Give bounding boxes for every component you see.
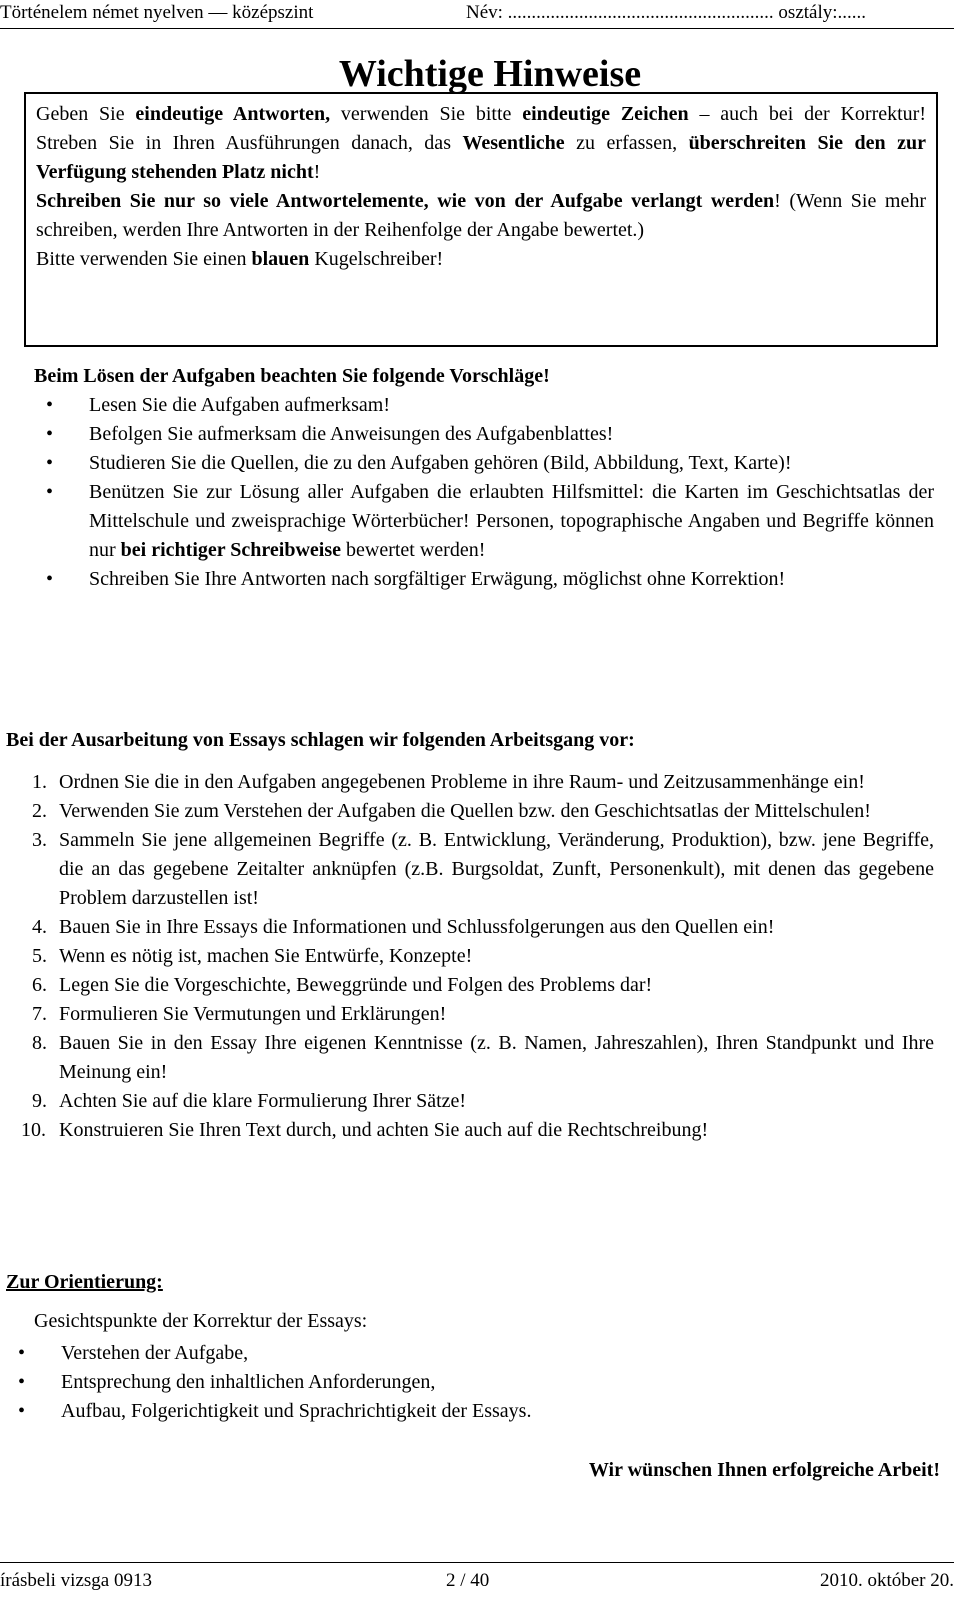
list-item: • Studieren Sie die Quellen, die zu den Aufgaben gehören (Bild, Abbildung, Text, Karte)! [34,449,934,478]
orientation-list [6,1339,531,1426]
essay-step-text: Formulieren Sie Vermutungen und Erklärungen! [59,1003,447,1025]
orientation-section [34,1307,531,1426]
header-divider [0,28,954,29]
essay-heading: Bei der Ausarbeitung von Essays schlagen wir folgenden Arbeitsgang vor: [6,729,635,751]
essay-step [6,826,934,913]
orientation-intro: Gesichtspunkte der Korrektur der Essays: [34,1310,368,1332]
essay-step-number: 1. [32,771,47,793]
list-item: • Entsprechung den inhaltlichen Anforderungen, [6,1368,531,1397]
notice-text: Bitte verwenden Sie einen [36,248,252,270]
essay-step [6,913,934,942]
notice-text: Kugelschreiber! [309,248,444,270]
notice-bold: blauen [251,248,310,270]
orientation-heading: Zur Orientierung: [6,1271,163,1293]
essay-step-text: Bauen Sie in den Essay Ihre eigenen Kenntnisse (z. B. Namen, Jahreszahlen), Ihren Standpunkt und Ihre Meinung ein! [59,1032,934,1083]
page-title: Wichtige Hinweise [338,53,642,95]
tips-list [34,391,934,594]
tip-bold: bei richtiger Schreibweise [120,539,342,561]
essay-step-number: 5. [32,945,47,967]
tips-heading: Beim Lösen der Aufgaben beachten Sie folgende Vorschläge! [34,365,550,387]
footer-divider [0,1562,954,1563]
notice-text: zu erfassen, [564,132,689,154]
notice-paragraph-2 [36,129,926,187]
page-header [0,0,954,26]
notice-box [24,92,938,347]
essay-step [6,1087,934,1116]
footer-exam-code: írásbeli vizsga 0913 [0,1570,152,1591]
notice-text: verwenden Sie bitte [330,103,523,125]
tip-text: bewertet werden! [341,539,486,561]
notice-text: ! (Wenn Sie mehr schreiben, werden Ihre Antworten in der Reihenfolge der Angabe bewertet.) [36,190,927,241]
essay-step [6,942,934,971]
notice-bold: eindeutige Antworten, [135,103,331,125]
notice-text: Streben Sie in Ihren Ausführungen danach, das [36,132,463,154]
essay-step-number: 8. [32,1032,47,1054]
notice-text: ! [313,161,321,183]
header-name-class-field: Név: ........................................................ osztály:...... [466,2,867,23]
list-item: • Verstehen der Aufgabe, [6,1339,531,1368]
essay-step-text: Legen Sie die Vorgeschichte, Beweggründe und Folgen des Problems dar! [59,974,653,996]
list-item [34,478,934,565]
notice-text: – auch bei der Korrektur! [688,103,926,125]
notice-bold: überschreiten Sie den zur Verfügung stehenden Platz nicht [36,132,926,183]
tips-section [34,362,934,594]
notice-paragraph-1 [36,100,926,129]
essay-step-text: Sammeln Sie jene allgemeinen Begriffe (z. B. Entwicklung, Veränderung, Produktion), bzw. jene Begriffe, die an das gegebene Zeitalter anknüpfen (z.B. Burgsoldat, Zunft, Personenkult), mit denen das gegebene Problem darzustellen ist! [59,829,934,909]
list-item: • Befolgen Sie aufmerksam die Anweisungen des Aufgabenblattes! [34,420,934,449]
header-subject: Történelem német nyelven — középszint [0,2,314,23]
footer-date: 2010. október 20. [819,1570,954,1591]
essay-step-number: 10. [21,1119,46,1141]
notice-bold: Wesentliche [462,132,565,154]
essay-step [6,1116,934,1145]
notice-paragraph-4 [36,245,926,274]
essay-step [6,1000,934,1029]
essay-step-text: Ordnen Sie die in den Aufgaben angegebenen Probleme in ihre Raum- und Zeitzusammenhänge ein! [59,771,865,793]
list-item: • Lesen Sie die Aufgaben aufmerksam! [34,391,934,420]
notice-bold: Schreiben Sie nur so viele Antwortelemente, wie von der Aufgabe verlangt werden [36,190,775,212]
notice-bold: eindeutige Zeichen [522,103,689,125]
essay-step-number: 6. [32,974,47,996]
notice-paragraph-3 [36,187,926,245]
essay-step-text: Verwenden Sie zum Verstehen der Aufgaben die Quellen bzw. den Geschichtsatlas der Mittelschulen! [59,800,871,822]
essay-step-text: Bauen Sie in Ihre Essays die Informationen und Schlussfolgerungen aus den Quellen ein! [59,916,775,938]
notice-text: Geben Sie [36,103,136,125]
closing-wish: Wir wünschen Ihnen erfolgreiche Arbeit! [588,1459,940,1481]
essay-step-text: Achten Sie auf die klare Formulierung Ihrer Sätze! [59,1090,467,1112]
essay-step-number: 3. [32,829,47,851]
footer-page-number: 2 / 40 [446,1570,490,1591]
essay-steps [6,768,934,1145]
essay-step [6,971,934,1000]
tip-text: Benützen Sie zur Lösung aller Aufgaben die erlaubten Hilfsmittel: die Karten im Geschichtsatlas der Mittelschule und zweisprachige Wörterbücher! Personen, topographische Angaben und Begriffe können nur [89,481,934,561]
essay-step-number: 7. [32,1003,47,1025]
essay-step [6,1029,934,1087]
essay-step-text: Wenn es nötig ist, machen Sie Entwürfe, Konzepte! [59,945,473,967]
essay-step [6,797,934,826]
essay-step-text: Konstruieren Sie Ihren Text durch, und achten Sie auch auf die Rechtschreibung! [59,1119,709,1141]
essay-step-number: 9. [32,1090,47,1112]
essay-step-number: 2. [32,800,47,822]
list-item: • Schreiben Sie Ihre Antworten nach sorgfältiger Erwägung, möglichst ohne Korrektion! [34,565,934,594]
essay-step-number: 4. [32,916,47,938]
essay-step [6,768,934,797]
list-item: • Aufbau, Folgerichtigkeit und Sprachrichtigkeit der Essays. [6,1397,531,1426]
essay-section [6,726,934,1145]
